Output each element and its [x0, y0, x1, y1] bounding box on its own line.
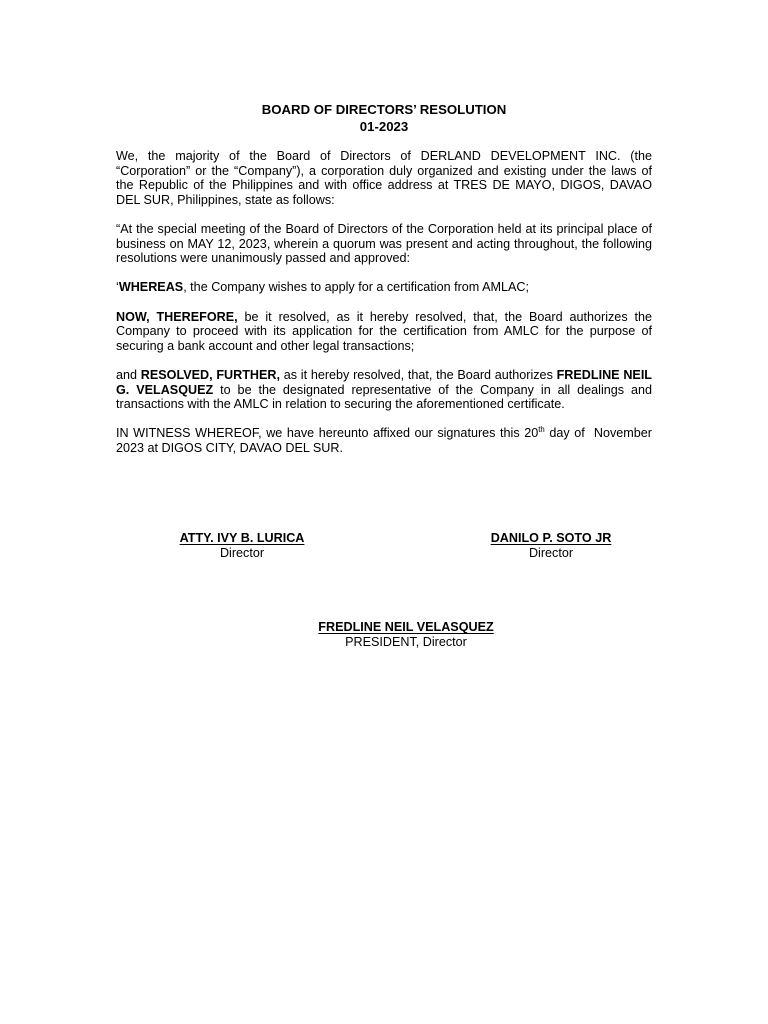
bold-term: WHEREAS	[118, 280, 184, 295]
signatory-name: FREDLINE NEIL VELASQUEZ	[318, 620, 494, 634]
resolution-number: 01-2023	[359, 119, 409, 134]
witness-clause	[116, 425, 656, 455]
clause-text: We, the majority of the Board of Directors of DERLAND DEVELOPMENT INC. (the “Corporation” or the “Company”), a corporation duly organized and existing under the laws of the Republic of the Philippines and with office address at TRES DE MAYO, DIGOS, DAVAO DEL SUR, Philippines, state as follows:	[116, 149, 656, 207]
ordinal-suffix: th	[538, 425, 545, 435]
clause-text: as it hereby resolved, that, the Board authorizes	[280, 367, 557, 382]
clause-text: to be the designated representative of the Company in all dealings and transactions with the AMLC in relation to securing the aforementioned certificate.	[116, 382, 656, 412]
signatory-title: PRESIDENT, Director	[345, 635, 467, 649]
signatory-name: DANILO P. SOTO JR	[490, 531, 612, 545]
clause-text: day of November 2023 at DIGOS CITY, DAVAO DEL SUR.	[116, 426, 656, 455]
meeting-paragraph	[116, 221, 656, 266]
resolved-further-clause	[116, 367, 656, 412]
signature-block-director-1	[122, 531, 362, 561]
resolution-title: BOARD OF DIRECTORS’ RESOLUTION	[261, 102, 507, 117]
signature-block-director-2	[431, 531, 671, 561]
now-therefore-clause	[116, 309, 656, 354]
clause-text: “At the special meeting of the Board of Directors of the Corporation held at its principal place of business on MAY 12, 2023, wherein a quorum was present and acting throughout, the following resolutions were unanimously passed and approved:	[116, 221, 656, 266]
signatory-title: Director	[219, 546, 265, 560]
clause-text: be it resolved, as it hereby resolved, that, the Board authorizes the Company to proceed with its application for the certification from AMLC for the purpose of securing a bank account and other legal transactions;	[116, 309, 656, 353]
signatory-name: ATTY. IVY B. LURICA	[179, 531, 305, 545]
bold-term: RESOLVED, FURTHER,	[140, 367, 281, 382]
clause-text: , the Company wishes to apply for a certification from AMLAC;	[183, 280, 529, 295]
bold-term: FREDLINE NEIL G. VELASQUEZ	[116, 367, 656, 397]
clause-text: ‘	[116, 280, 119, 295]
clause-text: and	[116, 367, 141, 382]
signature-block-president	[286, 620, 526, 650]
resolution-heading	[116, 101, 652, 135]
signatory-title: Director	[528, 546, 574, 560]
resolution-body	[116, 149, 656, 470]
preamble-paragraph	[116, 149, 656, 207]
bold-term: NOW, THEREFORE,	[116, 309, 238, 324]
whereas-clause	[116, 280, 652, 295]
clause-text: IN WITNESS WHEREOF, we have hereunto affixed our signatures this 20	[116, 426, 539, 441]
